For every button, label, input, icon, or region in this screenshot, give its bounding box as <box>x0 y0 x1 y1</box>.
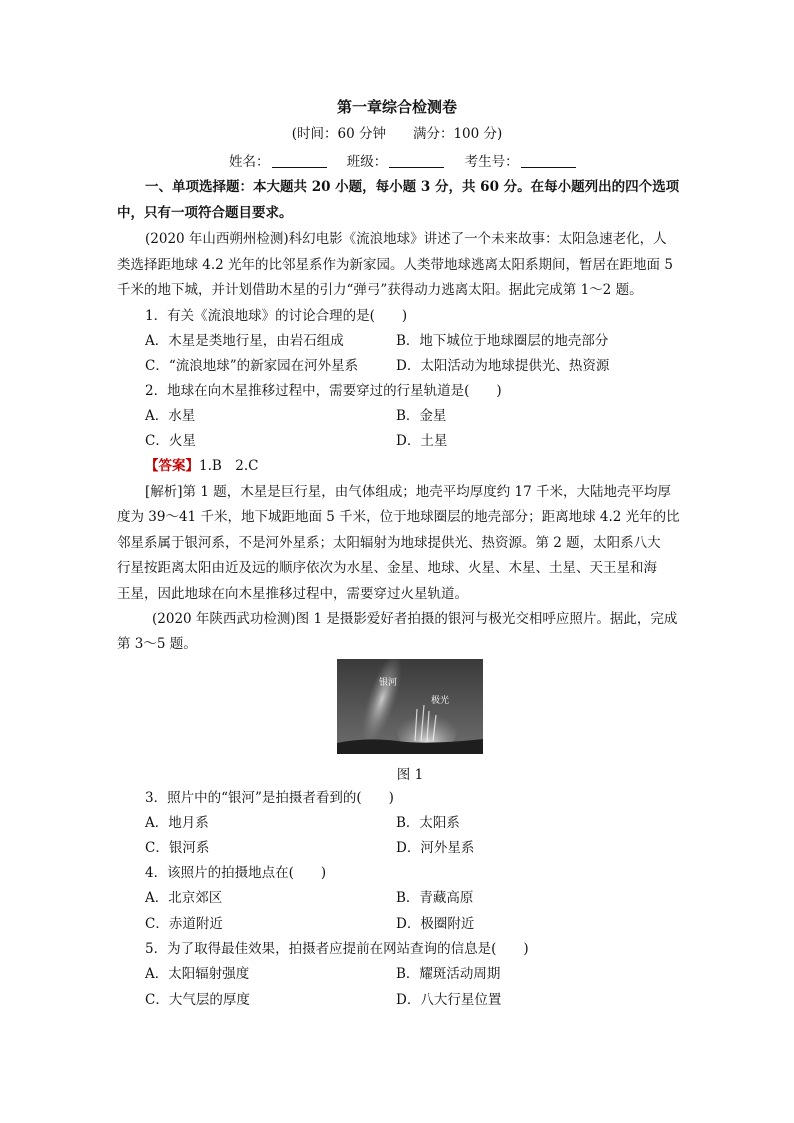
option-a: A．北京郊区 <box>145 890 223 906</box>
option-d: D．土星 <box>396 433 448 449</box>
analysis-line: 邻星系属于银河系，不是河外星系；太阳辐射为地球提供光、热资源。第 2 题，太阳系八大 <box>117 535 661 551</box>
page-title: 第一章综合检测卷 <box>336 98 457 116</box>
aurora-label: 极光 <box>431 696 450 706</box>
passage1-line: 千米的地下城，并计划借助木星的引力“弹弓”获得动力逃离太阳。据此完成第 1～2 题。 <box>117 282 643 298</box>
passage2-line: (2020 年陕西武功检测)图 1 是摄影爱好者拍摄的银河与极光交相呼应照片。据此，完成 <box>152 611 678 627</box>
option-d: D．八大行星位置 <box>396 992 502 1008</box>
section-heading: 一、单项选择题：本大题共 20 小题，每小题 3 分，共 60 分。在每小题列出的四个选项 <box>145 179 680 195</box>
question-stem: 4．该照片的拍摄地点在( ) <box>145 865 327 881</box>
option-a: A．地月系 <box>145 815 209 831</box>
option-a: A．水星 <box>145 408 196 424</box>
option-b: B．青藏高原 <box>396 890 474 906</box>
photo-image <box>337 659 483 754</box>
student-info-row <box>229 152 592 172</box>
option-b: B．太阳系 <box>396 815 460 831</box>
option-c: C．“流浪地球”的新家园在河外星系 <box>145 358 359 374</box>
option-c: C．银河系 <box>145 840 210 856</box>
passage2-line: 第 3～5 题。 <box>117 636 197 652</box>
question-stem: 1．有关《流浪地球》的讨论合理的是( ) <box>145 308 408 324</box>
option-d: D．河外星系 <box>396 840 475 856</box>
answer-line <box>145 456 259 476</box>
option-c: C．赤道附近 <box>145 916 223 932</box>
option-c: C．大气层的厚度 <box>145 992 250 1008</box>
galaxy-aurora-photo <box>337 659 483 754</box>
analysis-line: 王星，因此地球在向木星推移过程中，需要穿过火星轨道。 <box>117 586 468 602</box>
answer-text: 1.B 2.C <box>199 458 259 474</box>
question-stem: 3．照片中的“银河”是拍摄者看到的( ) <box>145 790 394 806</box>
class-blank <box>389 153 444 168</box>
option-b: B．地下城位于地球圈层的地壳部分 <box>396 333 609 349</box>
passage1-line: 类选择距地球 4.2 光年的比邻星系作为新家园。人类带地球逃离太阳系期间，暂居在距地面 5 <box>117 257 673 273</box>
name-label: 姓名： <box>229 154 270 170</box>
analysis-line: 度为 39～41 千米，地下城距地面 5 千米，位于地球圈层的地壳部分；距离地球 4.2 光年的比 <box>117 509 680 525</box>
id-label: 考生号： <box>464 154 519 170</box>
section-heading-cont: 中，只有一项符合题目要求。 <box>117 205 293 221</box>
option-c: C．火星 <box>145 433 196 449</box>
exam-info: (时间：60 分钟 满分：100 分) <box>291 126 503 142</box>
option-b: B．耀斑活动周期 <box>396 966 501 982</box>
passage1-line: (2020 年山西朔州检测)科幻电影《流浪地球》讲述了一个未来故事：太阳急速老化，人 <box>145 231 667 247</box>
option-a: A．木星是类地行星，由岩石组成 <box>145 333 344 349</box>
name-blank <box>272 153 327 168</box>
option-b: B．金星 <box>396 408 447 424</box>
analysis-line: [解析]第 1 题，木星是巨行星，由气体组成；地壳平均厚度约 17 千米，大陆地壳平均厚 <box>145 484 671 500</box>
figure-caption: 图 1 <box>396 767 424 783</box>
question-stem: 2．地球在向木星推移过程中，需要穿过的行星轨道是( ) <box>145 383 502 399</box>
galaxy-label: 银河 <box>379 678 398 688</box>
answer-tag: 【答案】 <box>145 458 199 474</box>
class-label: 班级： <box>346 154 388 170</box>
analysis-line: 行星按距离太阳由近及远的顺序依次为水星、金星、地球、火星、木星、土星、天王星和海 <box>117 560 657 576</box>
option-a: A．太阳辐射强度 <box>145 966 250 982</box>
option-d: D．太阳活动为地球提供光、热资源 <box>396 358 610 374</box>
id-blank <box>521 153 576 168</box>
question-stem: 5．为了取得最佳效果，拍摄者应提前在网站查询的信息是( ) <box>145 941 529 957</box>
option-d: D．极圈附近 <box>396 916 475 932</box>
